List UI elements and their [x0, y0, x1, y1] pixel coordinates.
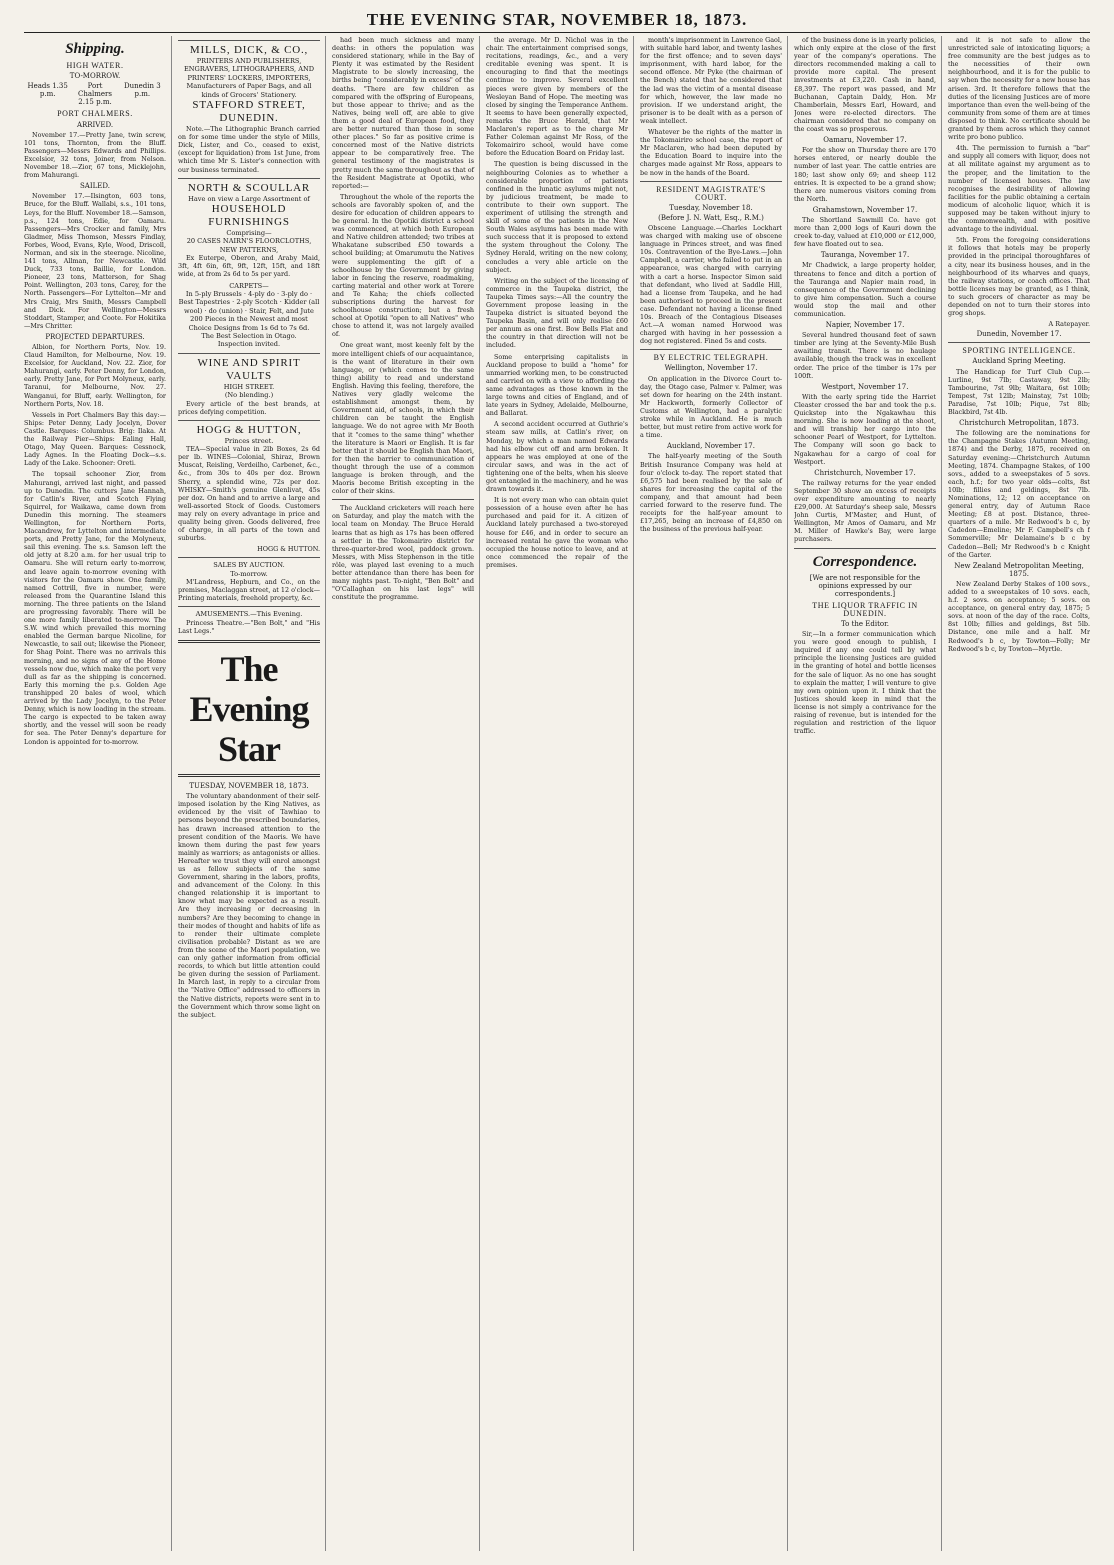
- mills-text: Manufacturers of Paper Bags, and all kinds of Grocers' Stationery.: [186, 82, 312, 99]
- sailed-text: November 17.—Ilsington, 603 tons, Bruce, for the Bluff. Wallabi, s.s., 101 tons, Leys, for the Bluff. November 18.—Samson, p.s., 124 tons, Edie, for Oamaru. Passengers—Mrs Crocker and family, Mrs Gladmer, Miss Thomson, Messrs Findlay, Forbes, Wood, Evans, Kyle, Wood, Driscoll, Norman, and six in the steerage. Nicoline, 141 tons, Allman, for Newcastle. Wild Duck, 733 tons, Baillie, for London. Pioneer, 23 tons, Matterson, for Shag Point. Wellington, 203 tons, Carey, for the North. Passengers—For Lyttelton—Mr and Mrs Craig, Mrs Smith, Messrs Campbell and Dick. For Wellington—Messrs Stoddart, Stamper, and Coote. For Hokitika—Mrs Chritter.: [24, 192, 166, 330]
- hogg-text: TEA—Special value in 2lb Boxes, 2s 6d per lb. WINES—Colonial, Shiraz, Brown Muscat, Reisling, Verdeilho, Carbenet, &c., &c., from 30s to 40s per doz. Brown Sherry, a splendid wine, 72s per doz. WHISKY—Smith's genuine Glenlivat, 45s per doz. On hand and to arrive a large and well-assorted Stock of Goods. Customers may rely on every advantage in price and quality being given. Goods delivered, free of charge, in all parts of the town and suburbs.: [178, 445, 320, 543]
- north-scoullar-ad: [178, 178, 320, 349]
- liquor-heading: THE LIQUOR TRAFFIC IN DUNEDIN.: [812, 600, 918, 618]
- christchurch-dateline: Christchurch, November 17.: [814, 468, 916, 477]
- grahamstown-text: The Shortland Sawmill Co. have got more than 2,000 logs of Kauri down the creek to-day, valued at £10,000 or £12,000, few have floated out to sea.: [794, 215, 936, 249]
- tide-tomorrow: TO-MORROW.: [69, 72, 121, 81]
- tauranga-text: Mr Chadwick, a large property holder, threatens to fence and ditch a portion of the Tauranga and Napier main road, in consequence of the Government declining to give him compensation. Such a course would stop the mail and other communication.: [794, 261, 936, 318]
- col3-para-2: Throughout the whole of the reports the schools are favorably spoken of, and the desire for education of children appears to be general. In the Opotiki district a school was commenced, at which both European and Native children attended; two tribes at Whakatane subscribed £50 towards a school building; at Omarumutu the Natives were supplementing the gift of a schoolhouse by the Government by giving labor in fencing the reserve, roadmaking, carting material and other work at Torere and Te Kaha; the chiefs collected subscriptions during the harvest for schoolhouse construction; but a fresh school at Opotiki "open to all Natives" who chose to attend it, was not largely availed of.: [332, 192, 474, 339]
- col7-para-2: 4th. The permission to furnish a "bar" and supply all comers with liquor, does not at all militate against my argument as to the proper, and the limitation to the number of licensed houses. The law recognises the desirability of allowing facilities for the public obtaining a certain modicum of alcoholic liquor, which it is supposed may be taken without injury to the commonwealth, and with positive advantage to the individual.: [948, 144, 1090, 234]
- shipping-news: The topsail schooner Zior, from Mahurangi, arrived last night, and passed up to Dunedin. The cutters Jane Hannah, for Catlin's River, and Scotch Flying Squirrel, for Waikawa, came down from Dunedin this morning. The steamers Wellington, for Northern Ports, Macandrew, for Lyttelton and intermediate ports, and Pretty Jane, for the Molyneux, sail this evening. The s.s. Samson left the old jetty at 8.20 a.m. for her usual trip to Oamaru. She will return early to-morrow, and leave again to-morrow evening with visitors for the Oamaru show. One family, named Cottrill, five in number, were released from the Quarantine Island this morning. The three patients on the Island are progressing favorably. There will be one more family liberated to-morrow. The S.W. wind which prevailed this morning enabled the German barque Nicoline, for Newcastle, to sail out; likewise the Pioneer, for Shag Point. There was no arrivals this morning, and no signs of any of the Home vessels now due, which make the port very dull as far as the shipping is concerned. Early this morning the p.s. Golden Age transhipped 20 bales of wool, which arrived by the Lady Jocelyn, to the Peter Denny, which is now loading in the stream. The cargo is expected to be taken away shortly, and the vessel will soon be ready for sea. The Peter Denny's departure for London is appointed for to-morrow.: [24, 470, 166, 746]
- westport-text: With the early spring tide the Harriet Cleaster crossed the bar and took the p.s. Quickstep into the Ngakawhau this morning. She is now loading at the shoot, and will tranship her cargo into the schooner Pearl of Westport, for Lyttelton. The Company will soon go back to Ngakawhau for a cargo of coal for Westport.: [794, 392, 936, 466]
- auckland-dateline: Auckland, November 17.: [667, 442, 755, 451]
- col5-para-1: month's imprisonment in Lawrence Gaol, with suitable hard labor, and twenty lashes for the first offence; and to seven days' imprisonment, with hard labor, for the second offence. Mr Pyke (the chairman of the Bench) stated that he considered that the lad was the victim of a mental disease for which, however, the law made no provision. If we understand aright, the prisoner is to be dealt with as a person of weak intellect.: [640, 36, 782, 125]
- high-street: HIGH STREET.: [223, 382, 275, 391]
- letter-date: Dunedin, November 17.: [976, 330, 1062, 339]
- col4-para-2: The question is being discussed in the neighbouring Colonies as to whether a considerable proportion of patients confined in the lunatic asylums might not, by judicious treatment, be made to contribute to their own support. The experiment of utilising the strength and skill of some of the patients in the New South Wales asylums has been made with such success that it is proposed to extend the system throughout the Colony. The Sydney Herald, writing on the new colony, concludes a very able article on the subject.: [486, 160, 628, 274]
- westport-dateline: Westport, November 17.: [821, 382, 909, 391]
- tauranga-dateline: Tauranga, November 17.: [820, 251, 910, 260]
- court-divider: [640, 181, 782, 182]
- col5-para-2: Whatever be the rights of the matter in the Tokomairiro school case, the report of Mr Maclaren, who had been deputed by the Education Board to inquire into the charges made against Mr Ross, appears to be now in the hands of the Board.: [640, 128, 782, 177]
- col7-para-1: and it is not safe to allow the unrestricted sale of intoxicating liquors; a free community are the best judges as to the necessities of their own neighbourhood, and it is for the public to say when the necessity for a new house has arisen. 3rd. It therefore follows that the duties of the licensing Justices are of more importance than even the well-being of the community from some of them are at times disposed to think. No certificate should be granted by them across which they cannot write pro bono publico.: [948, 36, 1090, 142]
- court-date: Tuesday, November 18.: [669, 203, 753, 212]
- north-text: Have on view a Large Assortment of: [188, 194, 310, 203]
- col4-para-4: Some enterprising capitalists in Auckland propose to build a "home" for unmarried working men, to be constructed and carried on with a view to affording the same advantages as those known in the large towns and cities of England, and of late years in Sydney, Adelaide, Melbourne, and Ballarat.: [486, 352, 628, 418]
- col3-divider: [332, 499, 474, 500]
- telegraph-divider: [640, 349, 782, 350]
- sailed-heading: SAILED.: [80, 182, 110, 191]
- mills-address: STAFFORD STREET, DUNEDIN.: [192, 99, 306, 125]
- column-7: [948, 36, 1090, 1551]
- newspaper-logo: The Evening Star: [189, 649, 309, 770]
- corr-divider: [794, 548, 936, 549]
- auckland-text: The half-yearly meeting of the South British Insurance Company was held at four o'clock to-day. The report stated that £6,575 had been realised by the sale of shares for increasing the capital of the company, and that amount had been carried forward to the reserve fund. The receipts for the half-year amount to £17,265, being an increase of £4,850 on the business of the previous half-year.: [640, 452, 782, 534]
- court-before: (Before J. N. Watt, Esq., R.M.): [658, 213, 764, 222]
- metro-text: The following are the nominations for the Champagne Stakes (Autumn Meeting, 1874) and the Derby, 1875, received on Saturday evening:—Christchurch Autumn Meeting, 1874. Champagne Stakes, of 100 sovs., added to a sweepstakes of 5 sovs. each, h.f.; for two year olds—colts, 8st 10lb; fillies and geldings, 8st 7lb. Nominations, 12; 12 on acceptance on general entry, day of Autumn Race Meeting; £8 at post. Distance, three-quarters of a mile. Mr Redwood's b c, by Cadedon—Emeline; Mr F. Campbell's ch f Sommerville; Mr Delamaine's b c by Cadedon—Bell; Mr Redwood's b c Knight of the Garter.: [948, 429, 1090, 559]
- projected-text: Albion, for Northern Ports, Nov. 19. Claud Hamilton, for Melbourne, Nov. 19. Excelsior, for Auckland, Nov. 22. Zior, for Mahurangi, early. Peter Denny, for London, early. Pretty Jane, for Port Molyneux, early. Taranui, for Melbourne, Nov. 27. Wanganui, for Bluff, early. Wellington, for Northern Ports, Nov. 18.: [24, 343, 166, 408]
- vessels-text: Vessels in Port Chalmers Bay this day:—Ships: Peter Denny, Lady Jocelyn, Dover Castle. Barques: Columbus. Brig: Ilaka. At the Railway Pier—Ships: Ealing Hall, Otago, May Queen. Barques: Cessnock, Lady Agnes. In the Floating Dock—s.s. Lady of the Lake. Schooner: Oreti.: [24, 410, 166, 468]
- carpets-title: CARPETS—: [229, 281, 269, 290]
- telegraph-heading: BY ELECTRIC TELEGRAPH.: [653, 353, 769, 363]
- wine-vaults-ad: [178, 353, 320, 416]
- col4-para-6: It is not every man who can obtain quiet possession of a house even after he has purchased and paid for it. A citizen of Auckland lately purchased a two-storeyed house for £46, and in order to secure an increased rental he gave the woman who occupied the house notice to leave, and at once commenced the repair of the premises.: [486, 496, 628, 569]
- logo-rule-bottom: [178, 774, 320, 777]
- col4-para-1: the average. Mr D. Nichol was in the chair. The entertainment comprised songs, recitations, readings, &c., and a very creditable evening was spent. It is encouraging to find that the meetings continue to improve. Several excellent pieces were given by members of the Wesleyan Band of Hope. The meeting was closed by singing the Temperance Anthem. It seems to have been generally expected, remarks the Bruce Herald, that Mr Maclaren's report as to the charge Mr Father Coleman against Mr Ross, of the Tokomairiro school, would have come before the Education Board on Friday last.: [486, 36, 628, 158]
- sales-title: SALES BY AUCTION.: [213, 561, 285, 570]
- masthead: THE EVENING STAR, NOVEMBER 18, 1873.: [366, 10, 748, 29]
- sales-text: M'Landress, Hepburn, and Co., on the premises, Maclaggan street, at 12 o'clock—Printing materials, freehold property, &c.: [178, 578, 320, 603]
- christchurch-text: The railway returns for the year ended September 30 show an excess of receipts over expenditure amounting to nearly £29,000. At Saturday's sheep sale, Messrs John Curtis, M'Master, and Hunt, of Wellington, Mr Amos of Oamaru, and Mr M. Miller of Hawke's Bay, were large purchasers.: [794, 478, 936, 544]
- letter-text: Sir,—In a former communication which you were good enough to publish, I inquired if any one could tell by what principle the licensing Justices are guided in the granting of hotel and bottle licenses for the sale of liquor. As no one has sought to explain the matter, I will venture to give my own opinion upon it. I think that the Justices should keep in mind that the license is not simply a contrivance for the raising of revenue, but is intended for the regulation and restriction of the liquor traffic.: [794, 630, 936, 736]
- hogg-street: Princes street.: [224, 436, 274, 445]
- mills-dick-ad: [178, 40, 320, 174]
- correspondence-heading: Correspondence.: [812, 553, 918, 570]
- mills-title: MILLS, DICK, & CO.,: [189, 44, 309, 56]
- napier-dateline: Napier, November 17.: [825, 321, 905, 330]
- arrived-heading: ARRIVED.: [76, 120, 114, 129]
- sporting-divider: [948, 342, 1090, 343]
- logo-rule-top: [178, 640, 320, 643]
- cases-title: 20 CASES NAIRN'S FLOORCLOTHS, NEW PATTERNS,: [186, 237, 312, 254]
- col6-para-1: of the business done is in yearly policies, which only expire at the close of the first year of the company's operations. The directors recommended making a call to provide more capital. The present investments at £3,220. Cash in hand, £8,397. The report was passed, and Mr Buchanan, Captain Daldy, Hon. Mr Chamberlain, Messrs Earl, Howard, and Jones were re-elected directors. The chairman considered that no company on the coast was so prosperous.: [794, 36, 936, 134]
- hogg-signature: HOGG & HUTTON.: [257, 545, 320, 554]
- spring-meeting: Auckland Spring Meeting.: [972, 357, 1066, 366]
- sales-ad: [178, 557, 320, 602]
- col3-para-1: had been much sickness and many deaths: in others the population was considered stationary, while in the Bay of Plenty it was estimated by the Resident Magistrate to be slowly increasing, the births being "considerably in excess" of the deaths. "There are few children as compared with the offspring of Europeans, but those appear to thrive; and as the Natives, being well off, are able to give them a good deal of European food, they are better nurtured than those in some other places." So far as positive crime is concerned most of the Native districts appear to be comparatively free. The general testimony of the magistrates is pretty much the same throughout as that of the Resident Magistrate at Opotiki, who reported:—: [332, 36, 474, 190]
- carpet-list: In 5-ply Brussels · 4-ply do · 3-ply do · Best Tapestries · 2-ply Scotch · Kidder (all wool) · do (union) · Stair, Felt, and Jute: [178, 289, 320, 315]
- cases-text: Ex Euterpe, Oberon, and Araby Maid, 3ft, 4ft 6in, 6ft, 9ft, 12ft, 15ft, and 18ft wide, at from 2s 6d to 5s per yard.: [178, 254, 320, 279]
- port-heading: PORT CHALMERS.: [57, 109, 133, 119]
- north-title: NORTH & SCOULLAR: [187, 181, 311, 194]
- amusements-title: AMUSEMENTS.—This Evening.: [195, 610, 303, 619]
- spring-text: The Handicap for Turf Club Cup.—Lurline, 9st 7lb; Castaway, 9st 2lb; Tambourine, 7st 9lb; Waitara, 6st 10lb; Tempest, 7st 12lb; Mainstay, 7st 10lb; Paradise, 7st 10lb; Pique, 7st 8lb; Blackbird, 7st 4lb.: [948, 367, 1090, 417]
- col7-para-3: 5th. From the foregoing considerations it follows that hotels may be properly provided in the principal thoroughfares of a city, near its business houses, and in the neighbourhood of its wharves and quays, the railway stations, or coach offices. That bottle licenses may be granted, as I think, to such grocers of character as may be depended on not to turn their stores into grog shops.: [948, 236, 1090, 318]
- to-editor: To the Editor.: [841, 620, 889, 628]
- tide-table: [24, 82, 166, 106]
- tide-port-chalmers: Port Chalmers 2.15 p.m.: [77, 82, 112, 107]
- oamaru-text: For the show on Thursday there are 170 horses entered, or nearly double the number of last year. The cattle entries are 180; last show only 69; and sheep 112 entries. It is expected to be a grand show; there are numerous visitors coming from the North.: [794, 146, 936, 203]
- masthead-rule: [24, 32, 1090, 33]
- court-heading: RESIDENT MAGISTRATE'S COURT.: [656, 184, 766, 202]
- mills-sub: PRINTERS AND PUBLISHERS, ENGRAVERS, LITHOGRAPHERS, AND PRINTERS' LOCKERS, IMPORTERS,: [183, 57, 315, 82]
- comprising: Comprising—: [226, 229, 272, 237]
- arrived-text: November 17.—Pretty Jane, twin screw, 101 tons, Thornton, from the Bluff. Passengers—Messrs Edwards and Phillips. Excelsior, 32 tons, Joiner, from Nelson. November 18.—Zior, 67 tons, Micklejohn, from Mahurangi.: [24, 130, 166, 180]
- tide-dunedin: Dunedin 3 p.m.: [123, 82, 161, 99]
- correspondence-note: [We are not responsible for the opinions expressed by our correspondents.]: [809, 573, 921, 598]
- column-4: [486, 36, 634, 1551]
- column-1: [24, 36, 172, 1551]
- hogg-title: HOGG & HUTTON,: [196, 423, 302, 436]
- mills-note: Note.—The Lithographic Branch carried on for some time under the style of Mills, Dick, Lister, and Co., ceased to exist, (except for liquidation) from 1st June, from which time Mr S. Lister's connection with our business terminated.: [178, 125, 320, 174]
- column-2: [178, 36, 326, 1551]
- projected-heading: PROJECTED DEPARTURES.: [45, 332, 145, 341]
- editorial-text: The voluntary abandonment of their self-imposed isolation by the King Natives, as evidenced by the visit of Tawhiao to persons beyond the prescribed boundaries, has drawn increased attention to the present condition of the Maoris. We have known them during the past few years mainly as warriors; as antagonists or allies. Hereafter we trust they will enrol amongst us as fellow subjects of the same Government, sharing in the labors, profits, and advancement of the Colony. In this changed relationship it is important to know what may be expected as a result. Are they increasing or decreasing in numbers? Are they becoming to change in their modes of thought and habits of life as to render their ultimate complete civilisation probable? Distant as we are from the scene of the Maori population, we can only gather information from official records, to which but little attention could be given during the session of Parliament. In March last, in reply to a circular from the "Native Office" addressed to officers in the Native districts, reports were sent in to the Government which throw some light on the subject.: [178, 792, 320, 1019]
- column-5: [640, 36, 788, 1551]
- wine-title: WINE AND SPIRIT VAULTS: [197, 356, 301, 382]
- sporting-heading: SPORTING INTELLIGENCE.: [962, 346, 1076, 356]
- editorial-date: TUESDAY, NOVEMBER 18, 1873.: [189, 782, 309, 791]
- tide-heads: Heads 1.35 p.m.: [27, 82, 68, 99]
- letter-signer: A Ratepayer.: [1048, 320, 1090, 329]
- metro-meeting: Christchurch Metropolitan, 1873.: [959, 419, 1079, 428]
- no-blending: (No blending.): [224, 391, 274, 400]
- high-water-heading: HIGH WATER.: [66, 61, 124, 70]
- grahamstown-dateline: Grahamstown, November 17.: [812, 205, 918, 214]
- shipping-heading: Shipping.: [65, 41, 125, 57]
- col3-para-3: One great want, most keenly felt by the more intelligent chiefs of our acquaintance, is the want of literature in their own language, or (which comes to the same thing) ability to read and understand English. Having this feeling, therefore, the Natives very gladly welcome the establishment amongst them, by Government aid, of schools, in which their children can be taught the English language. We do not agree with Mr Booth that it "comes to the same thing" whether the literature is Maori or English. It is far better that it should be English than Maori, for then the barrier to communication of thought through the use of a common language is broken through, and the Maoris become British excepting in the color of their skins.: [332, 341, 474, 496]
- columns: [24, 36, 1090, 1551]
- napier-text: Several hundred thousand feet of sawn timber are lying at the Seventy-Mile Bush awaiting transit. There is no haulage available, though the track was in excellent order. The price of the timber is 17s per 100ft.: [794, 331, 936, 380]
- col4-para-3: Writing on the subject of the licensing of commerce in the Taupeka district, the Taupeka Times says:—All the country the Government propose leasing in the Taupeka district is situated beyond the Taupeka Basin, and will only realise £60 per annum as one first. Bow Bells Flat and the country in that direction will not be included.: [486, 276, 628, 350]
- nz-meeting-text: New Zealand Derby Stakes of 100 sovs., added to a sweepstakes of 10 sovs. each, h.f. 2 sovs. on acceptance; 5 sovs. on acceptance, on general entry day, 1875; 5 sovs. at noon of the day of the race. Colts, 8st 10lb; fillies and geldings, 8st 5lb. Distance, one mile and a half. Mr Redwood's b c, by Towton—Folly; Mr Redwood's b c, by Towton—Myrtle.: [948, 579, 1090, 653]
- col3-para-4: The Auckland cricketers will reach here on Saturday, and play the match with the local team on Monday. The Bruce Herald learns that as high as 17s has been offered a settler in the Tokomairiro district for three-quarter-bred wool, paddock grown. Messrs, with Miss Stephenson in the title rôle, was played last evening to a much better attendance than there has been for many nights past. To-night, "Ben Bolt" and "O'Callaghan on his last legs" will constitute the programme.: [332, 504, 474, 602]
- oamaru-dateline: Oamaru, November 17.: [823, 136, 907, 145]
- amusements-ad: [178, 606, 320, 635]
- wine-text: Every article of the best brands, at prices defying competition.: [178, 399, 320, 416]
- amusements-text: Princess Theatre.—"Ben Bolt," and "His Last Legs.": [178, 618, 320, 635]
- carpet-note: 200 Pieces in the Newest and most Choice Designs from 1s 6d to 7s 6d.: [188, 315, 310, 332]
- household-title: HOUSEHOLD FURNISHINGS: [208, 203, 290, 228]
- inspection: Inspection invited.: [217, 340, 281, 349]
- col4-para-5: A second accident occurred at Guthrie's steam saw mills, at Catlin's river, on Monday, by which a man named Edwards had his elbow cut off and arm broken. It appears he was employed at one of the circular saws, and was in the act of tightening one of the belts, when his sleeve got entangled in the machinery, and he was drawn towards it.: [486, 420, 628, 494]
- nz-meeting: New Zealand Metropolitan Meeting, 1875.: [954, 561, 1084, 578]
- column-6: [794, 36, 942, 1551]
- wellington-dateline: Wellington, November 17.: [664, 364, 758, 373]
- wellington-text: On application in the Divorce Court to-day, the Otago case, Palmer v. Palmer, was set down for hearing on the 24th instant. Mr Hackworth, formerly Collector of Customs at Wellington, had a paralytic stroke while in Auckland. He is much better, but must retire from active work for a time.: [640, 374, 782, 440]
- sales-day: To-morrow.: [230, 569, 268, 578]
- column-3: [332, 36, 480, 1551]
- best-selection: The Best Selection in Otago.: [201, 331, 297, 340]
- court-text: Obscene Language.—Charles Lockhart was charged with making use of obscene language in Princes street, and was fined 10s. Contravention of the Bye-Laws.—John Campbell, a carrier, who failed to put in an appearance, was charged with carrying with a cart a horse. Inspector Simon said that defendant, who lived at Saddle Hill, had a license from Taupeka, and he had been authorised to proceed in the present case. Defendant not having a license fined 10s. Breach of the Contagious Diseases Act.—A woman named Horwood was charged with having in her possession a dog not registered. Fined 5s and costs.: [640, 223, 782, 346]
- hogg-hutton-ad: [178, 420, 320, 554]
